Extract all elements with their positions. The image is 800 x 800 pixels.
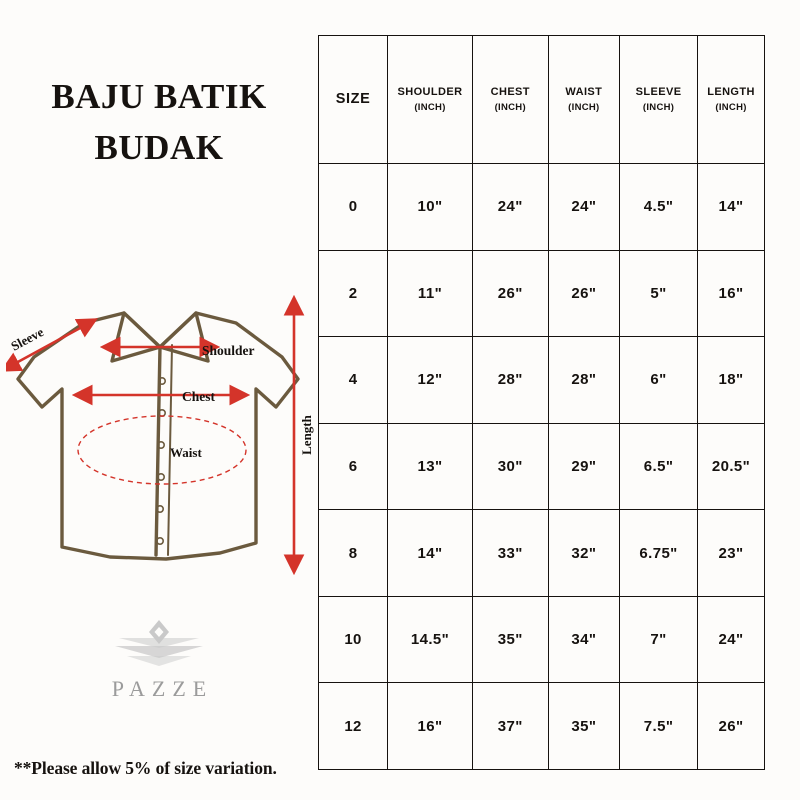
label-length: Length <box>299 415 314 455</box>
cell-size: 4 <box>319 337 388 424</box>
cell-waist: 29" <box>548 423 619 510</box>
cell-waist: 26" <box>548 250 619 337</box>
cell-shoulder: 16" <box>388 683 473 770</box>
table-row <box>319 250 765 337</box>
table-row <box>319 683 765 770</box>
table-row <box>319 423 765 510</box>
label-chest: Chest <box>182 389 215 404</box>
cell-sleeve: 6.5" <box>620 423 698 510</box>
cell-chest: 30" <box>472 423 548 510</box>
column-header-size <box>319 36 388 164</box>
cell-length: 16" <box>698 250 765 337</box>
cell-size: 12 <box>319 683 388 770</box>
cell-chest: 33" <box>472 510 548 597</box>
column-header-length-label: LENGTH <box>707 86 755 99</box>
cell-length: 23" <box>698 510 765 597</box>
column-header-chest <box>472 36 548 164</box>
shirt-illustration <box>6 285 318 595</box>
cell-size: 2 <box>319 250 388 337</box>
column-header-shoulder <box>388 36 473 164</box>
cell-shoulder: 14.5" <box>388 596 473 683</box>
cell-size: 8 <box>319 510 388 597</box>
cell-length: 18" <box>698 337 765 424</box>
cell-size: 6 <box>319 423 388 510</box>
cell-shoulder: 12" <box>388 337 473 424</box>
label-sleeve: Sleeve <box>8 324 47 354</box>
table-header-row <box>319 36 765 164</box>
table-row <box>319 596 765 683</box>
cell-size: 0 <box>319 164 388 251</box>
cell-sleeve: 7.5" <box>620 683 698 770</box>
column-header-waist-unit: (INCH) <box>568 101 600 113</box>
table-row <box>319 164 765 251</box>
column-header-size-label: SIZE <box>335 90 371 107</box>
cell-waist: 24" <box>548 164 619 251</box>
cell-sleeve: 6.75" <box>620 510 698 597</box>
cell-chest: 35" <box>472 596 548 683</box>
column-header-sleeve-label: SLEEVE <box>635 86 682 99</box>
cell-chest: 26" <box>472 250 548 337</box>
cell-chest: 24" <box>472 164 548 251</box>
column-header-length-unit: (INCH) <box>715 101 747 113</box>
page-title <box>0 72 318 174</box>
column-header-shoulder-label: SHOULDER <box>397 86 463 99</box>
column-header-sleeve <box>620 36 698 164</box>
cell-shoulder: 13" <box>388 423 473 510</box>
disclaimer-text: **Please allow 5% of size variation. <box>14 758 277 778</box>
cell-sleeve: 4.5" <box>620 164 698 251</box>
label-waist: Waist <box>170 445 202 460</box>
cell-chest: 37" <box>472 683 548 770</box>
column-header-chest-label: CHEST <box>490 86 530 99</box>
cell-length: 24" <box>698 596 765 683</box>
column-header-waist-label: WAIST <box>565 86 603 99</box>
column-header-length <box>698 36 765 164</box>
brand-logo <box>0 618 318 702</box>
label-shoulder: Shoulder <box>202 343 255 358</box>
cell-chest: 28" <box>472 337 548 424</box>
column-header-shoulder-unit: (INCH) <box>414 101 446 113</box>
size-table-wrapper <box>318 35 765 770</box>
column-header-chest-unit: (INCH) <box>494 101 526 113</box>
table-row <box>319 337 765 424</box>
column-header-waist <box>548 36 619 164</box>
title-line-2: BUDAK <box>94 127 224 167</box>
cell-waist: 34" <box>548 596 619 683</box>
title-line-1: BAJU BATIK <box>51 77 267 116</box>
cell-length: 14" <box>698 164 765 251</box>
table-row <box>319 510 765 597</box>
left-panel <box>0 0 318 800</box>
column-header-sleeve-unit: (INCH) <box>642 101 675 113</box>
brand-name: PAZZE <box>111 676 214 701</box>
cell-sleeve: 5" <box>620 250 698 337</box>
cell-size: 10 <box>319 596 388 683</box>
cell-waist: 28" <box>548 337 619 424</box>
diamond-chevron-icon <box>111 618 207 670</box>
cell-sleeve: 7" <box>620 596 698 683</box>
size-table <box>318 35 765 770</box>
cell-waist: 32" <box>548 510 619 597</box>
cell-waist: 35" <box>548 683 619 770</box>
cell-shoulder: 10" <box>388 164 473 251</box>
cell-length: 20.5" <box>698 423 765 510</box>
cell-shoulder: 11" <box>388 250 473 337</box>
cell-shoulder: 14" <box>388 510 473 597</box>
cell-sleeve: 6" <box>620 337 698 424</box>
cell-length: 26" <box>698 683 765 770</box>
